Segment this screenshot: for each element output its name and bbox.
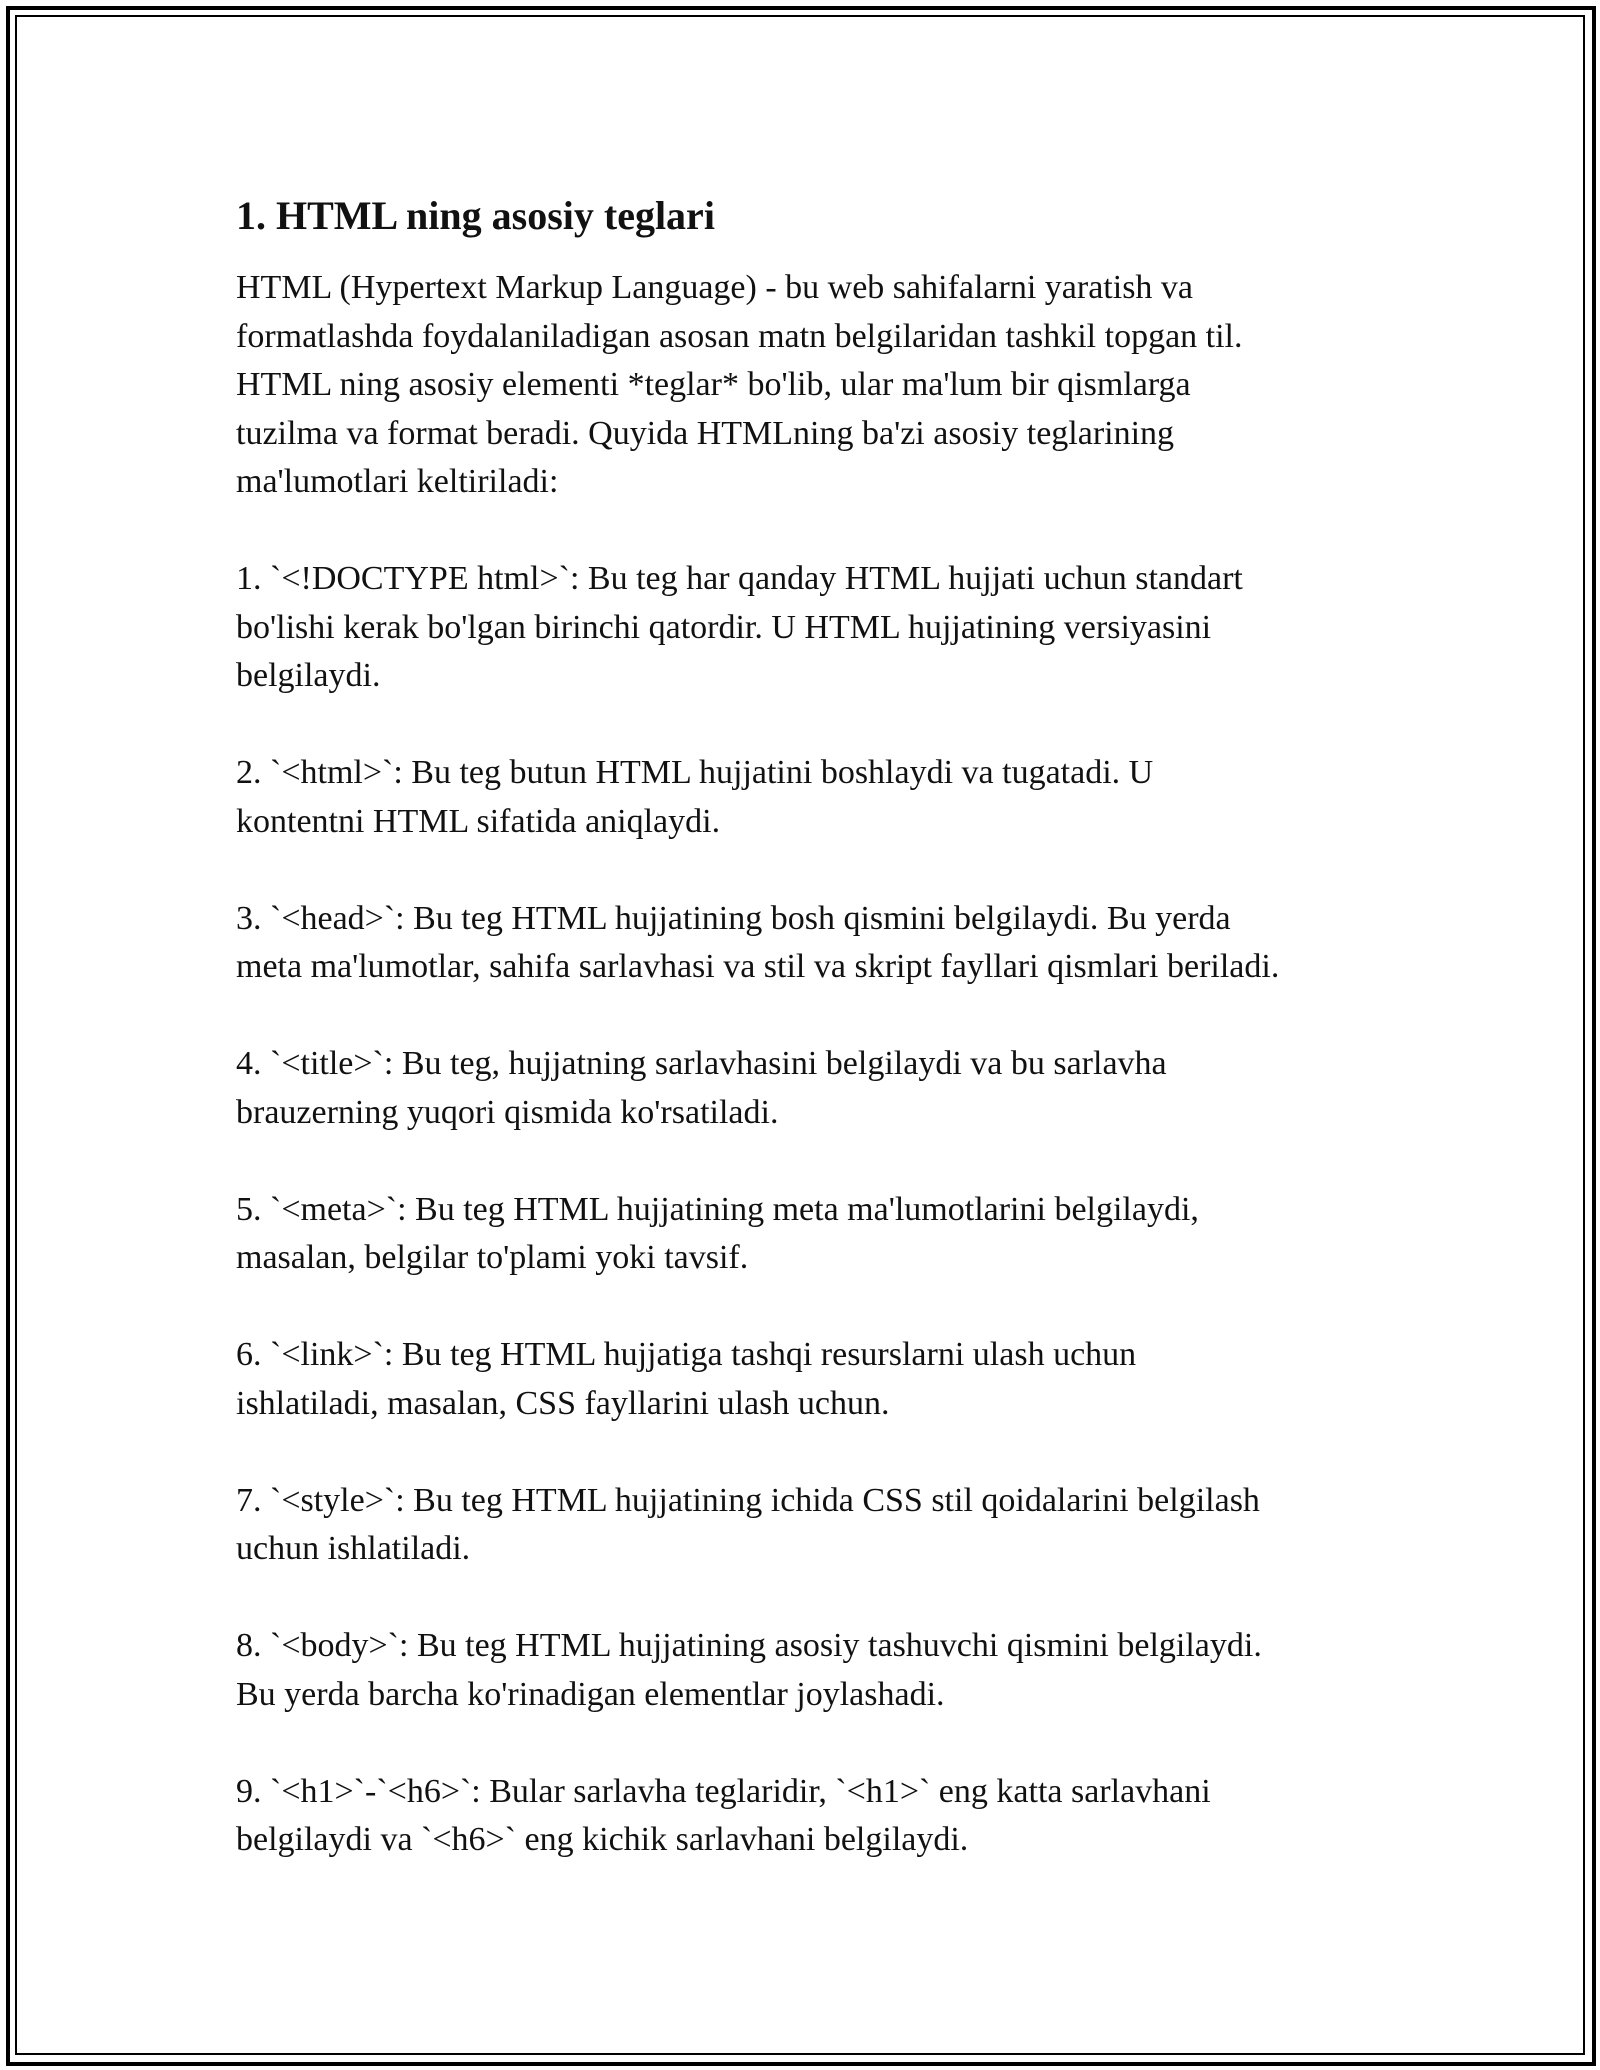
intro-paragraph: HTML (Hypertext Markup Language) - bu web sahifalarni yaratish va formatlashda foydalaniladigan asosan matn belgilaridan tashkil topgan til. HTML ning asosiy elementi *teglar* bo'lib, ular ma'lum bir qismlarga tuzilma va format beradi. Quyida HTMLning ba'zi asosiy teglarining ma'lumotlari keltiriladi: [236,269,1243,500]
list-item-html: 2. `<html>`: Bu teg butun HTML hujjatini boshlaydi va tugatadi. U kontentni HTML sifatida aniqlaydi. [236,754,1154,840]
list-item-head: 3. `<head>`: Bu teg HTML hujjatining bosh qismini belgilaydi. Bu yerda meta ma'lumotlar, sahifa sarlavhasi va stil va skript fayllari qismlari beriladi. [236,899,1280,985]
document-body [236,180,1386,1913]
list-item-style: 7. `<style>`: Bu teg HTML hujjatining ichida CSS stil qoidalarini belgilash uchun ishlatiladi. [236,1481,1260,1567]
list-item-title: 4. `<title>`: Bu teg, hujjatning sarlavhasini belgilaydi va bu sarlavha brauzerning yuqori qismida ko'rsatiladi. [236,1045,1167,1131]
list-item-doctype: 1. `<!DOCTYPE html>`: Bu teg har qanday HTML hujjati uchun standart bo'lishi kerak bo'lgan birinchi qatordir. U HTML hujjatining versiyasini belgilaydi. [236,560,1243,694]
list-item-headings: 9. `<h1>`-`<h6>`: Bular sarlavha teglaridir, `<h1>` eng katta sarlavhani belgilaydi va `<h6>` eng kichik sarlavhani belgilaydi. [236,1772,1211,1858]
list-item-body: 8. `<body>`: Bu teg HTML hujjatining asosiy tashuvchi qismini belgilaydi. Bu yerda barcha ko'rinadigan elementlar joylashadi. [236,1627,1262,1713]
list-item-meta: 5. `<meta>`: Bu teg HTML hujjatining meta ma'lumotlarini belgilaydi, masalan, belgilar to'plami yoki tavsif. [236,1190,1199,1276]
list-item-link: 6. `<link>`: Bu teg HTML hujjatiga tashqi resurslarni ulash uchun ishlatiladi, masalan, CSS fayllarini ulash uchun. [236,1336,1137,1422]
section-heading: 1. HTML ning asosiy teglari [236,193,715,238]
